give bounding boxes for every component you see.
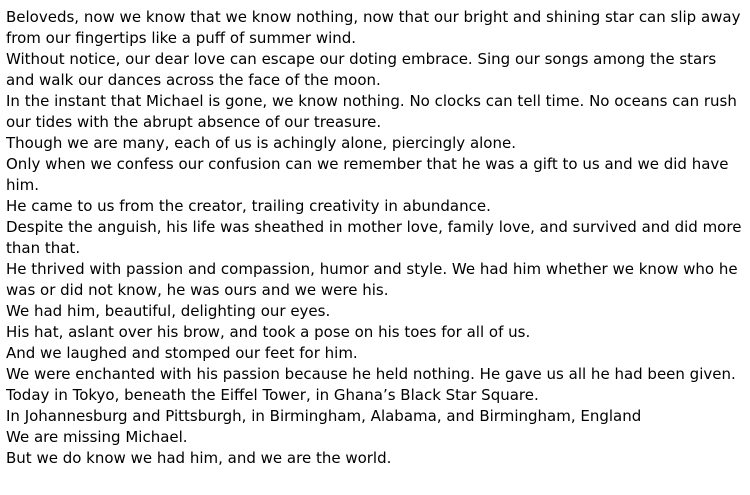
poem-line: Only when we confess our confusion can we remember that he was a gift to us and we did have him. [6, 155, 729, 194]
poem-line: But we do know we had him, and we are the world. [6, 449, 392, 467]
poem-line: His hat, aslant over his brow, and took a pose on his toes for all of us. [6, 323, 531, 341]
poem-line: In Johannesburg and Pittsburgh, in Birmingham, Alabama, and Birmingham, England [6, 407, 642, 425]
poem-line: Despite the anguish, his life was sheathed in mother love, family love, and survived and did more than that. [6, 218, 742, 257]
poem-line: He thrived with passion and compassion, humor and style. We had him whether we know who he was or did not know, he was ours and we were his. [6, 260, 738, 299]
poem-line: We were enchanted with his passion because he held nothing. He gave us all he had been given. [6, 365, 736, 383]
poem-line: In the instant that Michael is gone, we know nothing. No clocks can tell time. No oceans can rush our tides with the abrupt absence of our treasure. [6, 92, 737, 131]
poem-line: Though we are many, each of us is achingly alone, piercingly alone. [6, 134, 516, 152]
poem-line: We are missing Michael. [6, 428, 188, 446]
poem-line: And we laughed and stomped our feet for him. [6, 344, 358, 362]
poem-line: Today in Tokyo, beneath the Eiffel Tower, in Ghana’s Black Star Square. [6, 386, 539, 404]
poem-line: Beloveds, now we know that we know nothing, now that our bright and shining star can slip away from our fingertips like a puff of summer wind. [6, 8, 741, 47]
poem-line: We had him, beautiful, delighting our eyes. [6, 302, 331, 320]
poem-line: He came to us from the creator, trailing creativity in abundance. [6, 197, 491, 215]
poem-line: Without notice, our dear love can escape our doting embrace. Sing our songs among the stars and walk our dances across the face of the moon. [6, 50, 717, 89]
